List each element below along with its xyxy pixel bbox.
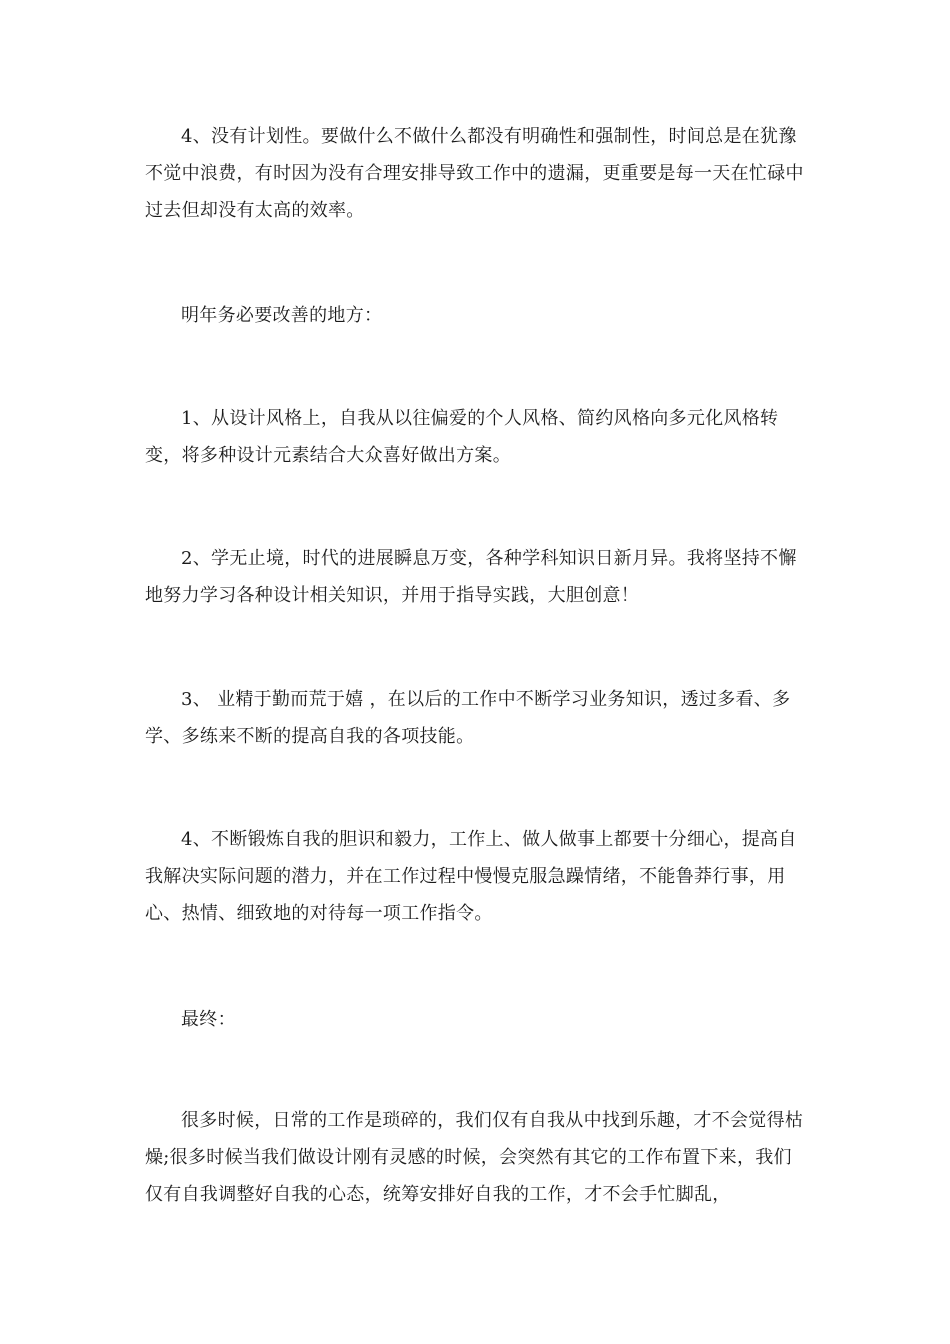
paragraph-improvement-3: 3、 业精于勤而荒于嬉 ，在以后的工作中不断学习业务知识，透过多看、多学、多练来不断的提高自我的各项技能。 <box>145 689 791 747</box>
paragraph-improvement-4: 4、不断锻炼自我的胆识和毅力，工作上、做人做事上都要十分细心，提高自我解决实际问题的潜力，并在工作过程中慢慢克服急躁情绪，不能鲁莽行事，用心、热情、细致地的对待每一项工作指令。 <box>145 829 797 924</box>
paragraph-improvement-1: 1、从设计风格上，自我从以往偏爱的个人风格、简约风格向多元化风格转变，将多种设计元素结合大众喜好做出方案。 <box>145 408 779 466</box>
heading-improvements: 明年务必要改善的地方： <box>181 305 383 326</box>
heading-conclusion: 最终： <box>181 1009 236 1030</box>
paragraph-weakness-4: 4、没有计划性。要做什么不做什么都没有明确性和强制性，时间总是在犹豫不觉中浪费，有时因为没有合理安排导致工作中的遗漏，更重要是每一天在忙碌中过去但却没有太高的效率。 <box>145 126 804 221</box>
paragraph-improvement-2: 2、学无止境，时代的进展瞬息万变，各种学科知识日新月异。我将坚持不懈地努力学习各种设计相关知识，并用于指导实践，大胆创意！ <box>145 548 797 606</box>
paragraph-conclusion: 很多时候，日常的工作是琐碎的，我们仅有自我从中找到乐趣，才不会觉得枯燥;很多时候当我们做设计刚有灵感的时候，会突然有其它的工作布置下来，我们仅有自我调整好自我的心态，统筹安排好自我的工作，才不会手忙脚乱， <box>145 1110 804 1205</box>
